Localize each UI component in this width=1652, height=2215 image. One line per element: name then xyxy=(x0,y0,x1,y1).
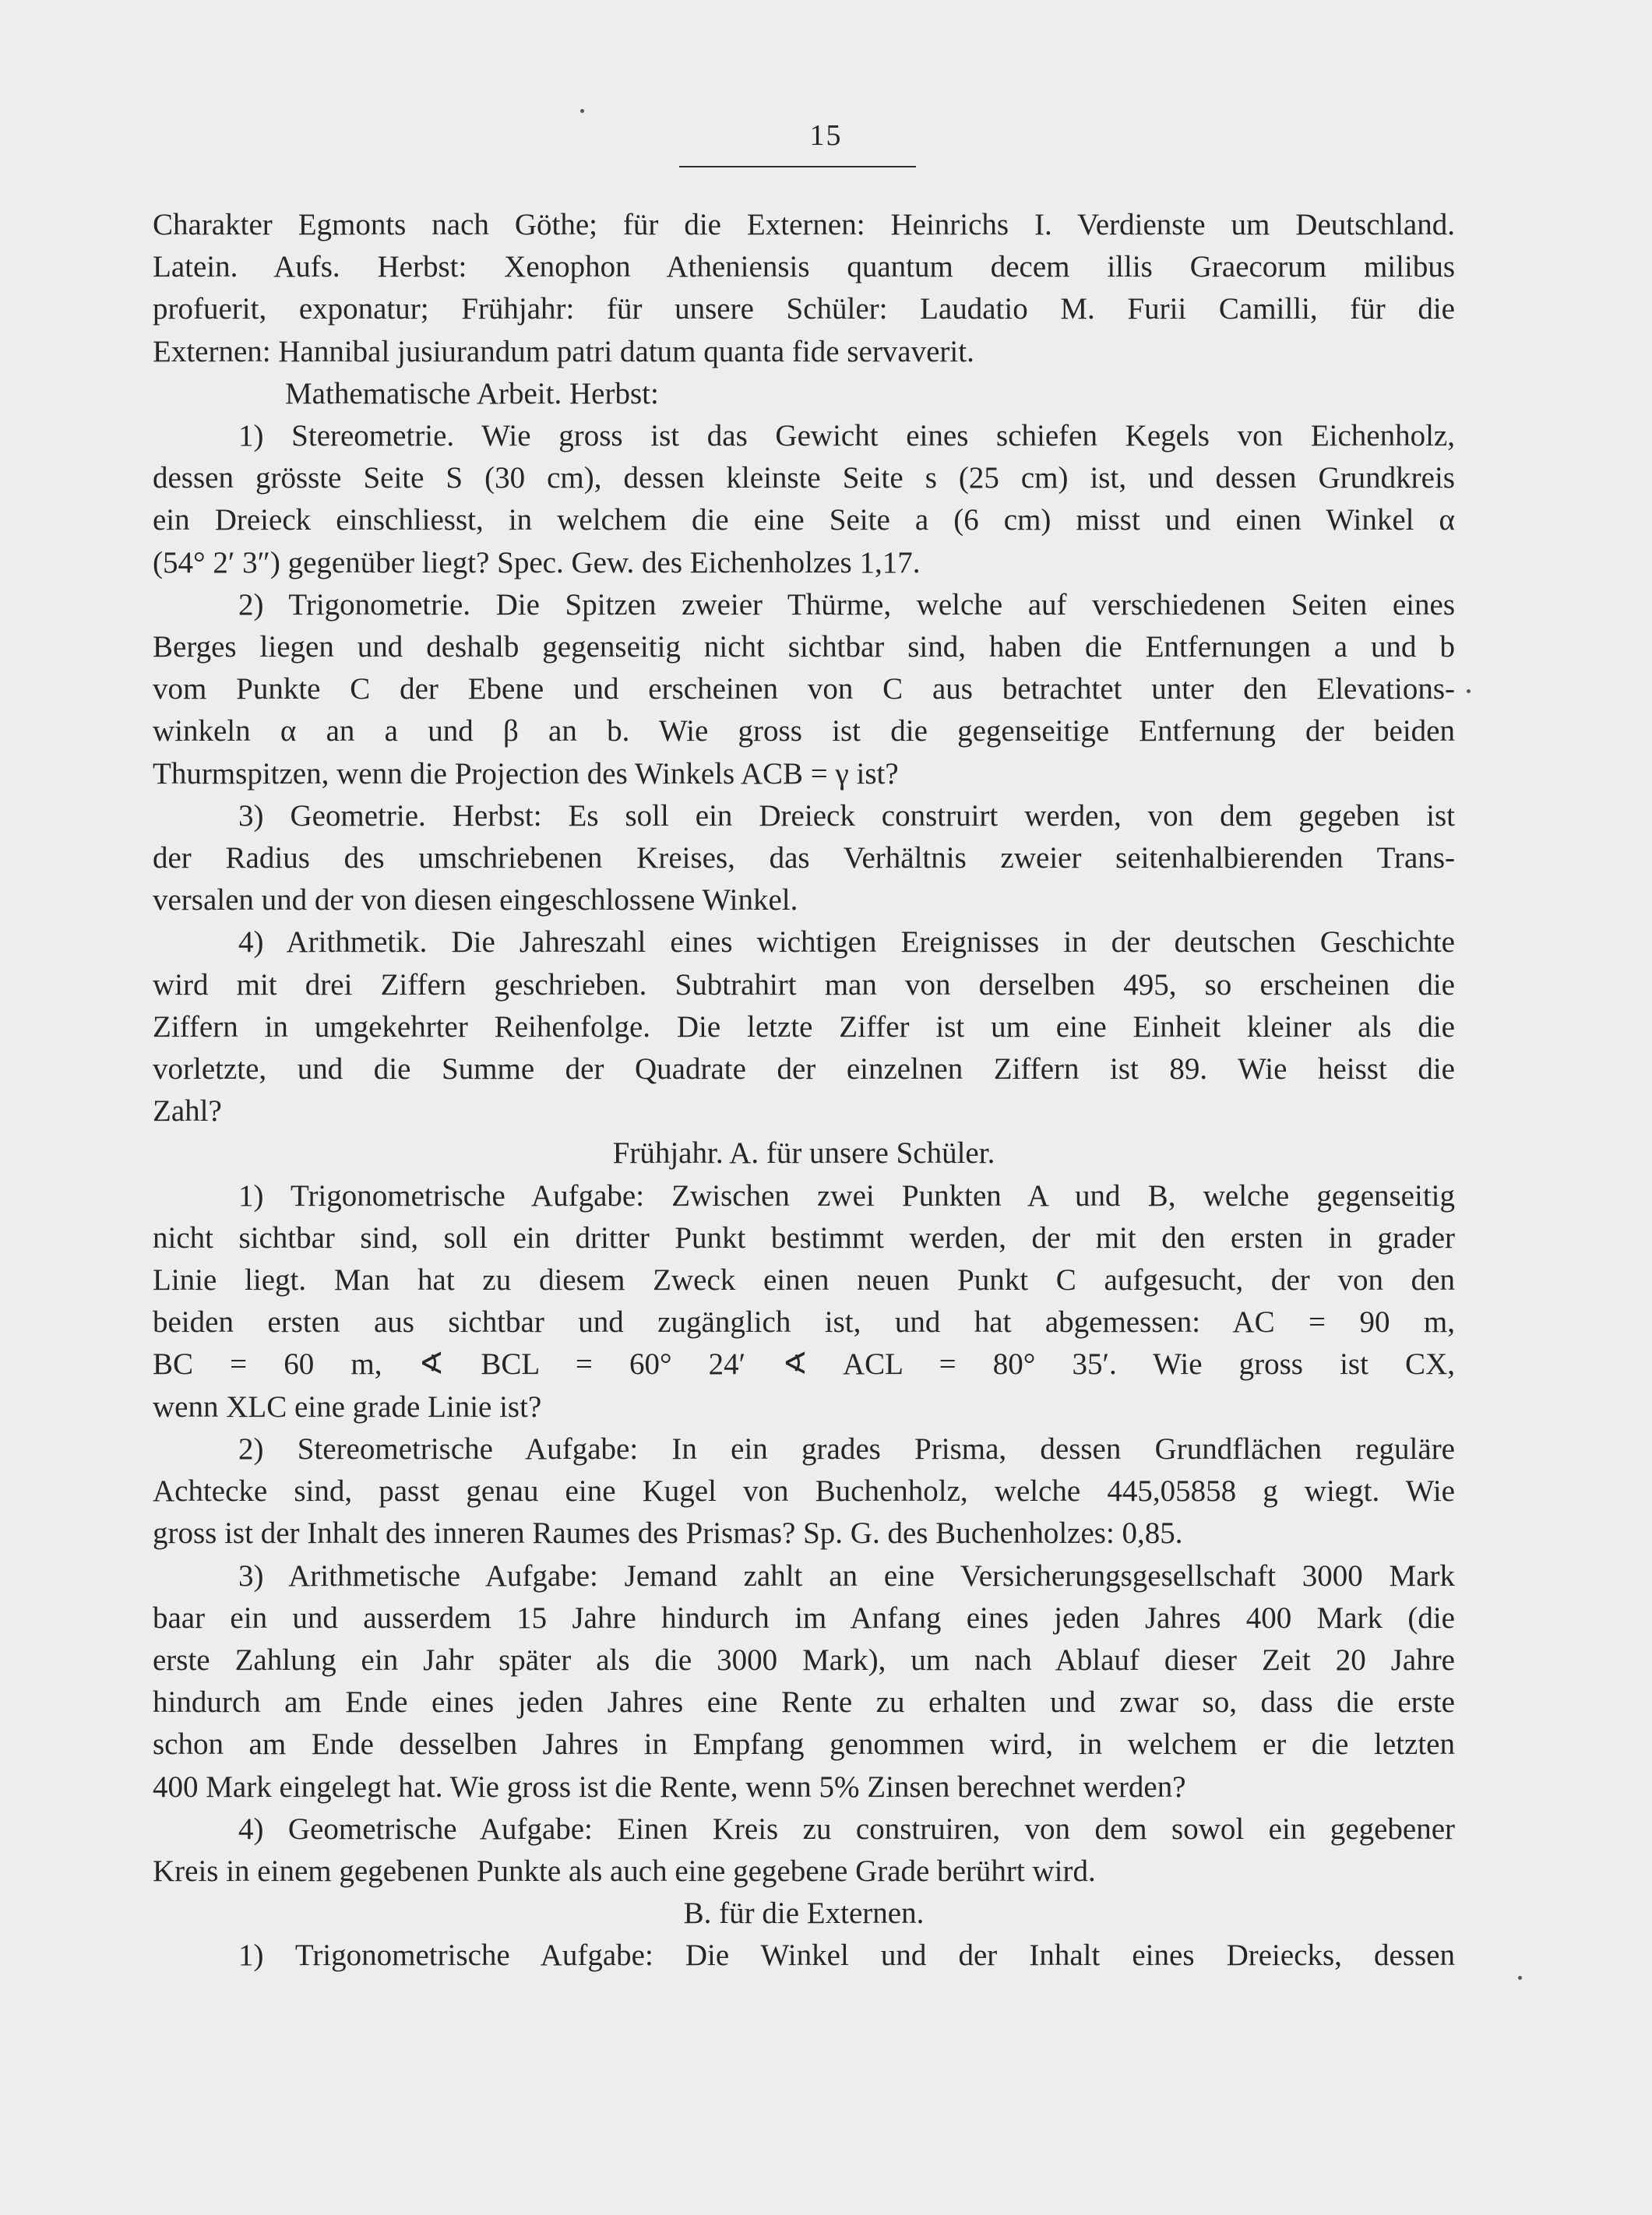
text-line: Berges liegen und deshalb gegenseitig nicht sichtbar sind, haben die Entfernungen a und b xyxy=(153,630,1455,664)
text-line: erste Zahlung ein Jahr später als die 3000 Mark), um nach Ablauf dieser Zeit 20 Jahre xyxy=(153,1643,1455,1677)
text-line: profuerit, exponatur; Frühjahr: für unsere Schüler: Laudatio M. Furii Camilli, für die xyxy=(153,292,1455,326)
text-line: Thurmspitzen, wenn die Projection des Winkels ACB = γ ist? xyxy=(153,756,899,791)
text-line: Zahl? xyxy=(153,1094,222,1129)
text-line: Achtecke sind, passt genau eine Kugel von Buchenholz, welche 445,05858 g wiegt. Wie xyxy=(153,1474,1455,1509)
text-line: Charakter Egmonts nach Göthe; für die Externen: Heinrichs I. Verdienste um Deutschland. xyxy=(153,208,1455,241)
text-line: hindurch am Ende eines jeden Jahres eine Rente zu erhalten und zwar so, dass die erste xyxy=(153,1685,1455,1720)
text-line: BC = 60 m, ∢ BCL = 60° 24′ ∢ ACL = 80° 35′. Wie gross ist CX, xyxy=(153,1347,1455,1382)
text-line: der Radius des umschriebenen Kreises, das Verhältnis zweier seitenhalbierenden Trans- xyxy=(153,841,1455,875)
text-line: nicht sichtbar sind, soll ein dritter Punkt bestimmt werden, der mit den ersten in grader xyxy=(153,1220,1455,1255)
text-line: Linie liegt. Man hat zu diesem Zweck einen neuen Punkt C aufgesucht, der von den xyxy=(153,1263,1455,1298)
text-line: Kreis in einem gegebenen Punkte als auch eine gegebene Grade berührt wird. xyxy=(153,1854,1096,1888)
text-line: wenn XLC eine grade Linie ist? xyxy=(153,1389,542,1424)
text-line: vom Punkte C der Ebene und erscheinen von C aus betrachtet unter den Elevations- xyxy=(153,672,1455,706)
text-line: dessen grösste Seite S (30 cm), dessen kleinste Seite s (25 cm) ist, und dessen Grundkreis xyxy=(153,461,1455,495)
speck xyxy=(1518,1976,1522,1980)
text-line: 1) Stereometrie. Wie gross ist das Gewicht eines schiefen Kegels von Eichenholz, xyxy=(238,419,1455,453)
section-heading: Mathematische Arbeit. Herbst: xyxy=(285,376,659,410)
section-heading: B. für die Externen. xyxy=(683,1896,925,1931)
text-line: (54° 2′ 3″) gegenüber liegt? Spec. Gew. des Eichenholzes 1,17. xyxy=(153,545,921,579)
text-line: 1) Trigonometrische Aufgabe: Die Winkel und der Inhalt eines Dreiecks, dessen xyxy=(238,1939,1455,1973)
text-line: 2) Trigonometrie. Die Spitzen zweier Thürme, welche auf verschiedenen Seiten eines xyxy=(238,587,1455,622)
text-line: schon am Ende desselben Jahres in Empfang genommen wird, in welchem er die letzten xyxy=(153,1727,1455,1762)
text-line: beiden ersten aus sichtbar und zugänglich ist, und hat abgemessen: AC = 90 m, xyxy=(153,1305,1455,1340)
text-line: Ziffern in umgekehrter Reihenfolge. Die letzte Ziffer ist um eine Einheit kleiner als die xyxy=(153,1009,1455,1044)
text-line: baar ein und ausserdem 15 Jahre hindurch im Anfang eines jeden Jahres 400 Mark (die xyxy=(153,1601,1455,1635)
text-line: ein Dreieck einschliesst, in welchem die eine Seite a (6 cm) misst und einen Winkel α xyxy=(153,503,1455,537)
text-line: wird mit drei Ziffern geschrieben. Subtrahirt man von derselben 495, so erscheinen die xyxy=(153,967,1455,1002)
text-line: 3) Arithmetische Aufgabe: Jemand zahlt an eine Versicherungsgesellschaft 3000 Mark xyxy=(238,1558,1455,1593)
page-number-rule xyxy=(679,166,916,167)
text-line: vorletzte, und die Summe der Quadrate der einzelnen Ziffern ist 89. Wie heisst die xyxy=(153,1052,1455,1086)
text-line: winkeln α an a und β an b. Wie gross ist die gegenseitige Entfernung der beiden xyxy=(153,714,1455,748)
text-line: 4) Geometrische Aufgabe: Einen Kreis zu construiren, von dem sowol ein gegebener xyxy=(238,1812,1455,1846)
text-line: 1) Trigonometrische Aufgabe: Zwischen zwei Punkten A und B, welche gegenseitig xyxy=(238,1178,1455,1213)
page-number: 15 xyxy=(809,119,843,152)
text-line: 400 Mark eingelegt hat. Wie gross ist die Rente, wenn 5% Zinsen berechnet werden? xyxy=(153,1770,1186,1804)
text-line: 2) Stereometrische Aufgabe: In ein grades Prisma, dessen Grundflächen reguläre xyxy=(238,1431,1455,1466)
speck xyxy=(1467,689,1471,693)
text-line: 4) Arithmetik. Die Jahreszahl eines wichtigen Ereignisses in der deutschen Geschichte xyxy=(238,925,1455,960)
text-line: 3) Geometrie. Herbst: Es soll ein Dreieck construirt werden, von dem gegeben ist xyxy=(238,798,1455,833)
body-text xyxy=(153,204,1455,1977)
speck xyxy=(580,109,584,113)
section-heading: Frühjahr. A. für unsere Schüler. xyxy=(612,1136,995,1171)
text-line: versalen und der von diesen eingeschlossene Winkel. xyxy=(153,883,798,917)
text-line: Latein. Aufs. Herbst: Xenophon Atheniensis quantum decem illis Graecorum milibus xyxy=(153,250,1455,284)
text-line: Externen: Hannibal jusiurandum patri datum quanta fide servaverit. xyxy=(153,334,974,368)
text-line: gross ist der Inhalt des inneren Raumes des Prismas? Sp. G. des Buchenholzes: 0,85. xyxy=(153,1516,1183,1551)
